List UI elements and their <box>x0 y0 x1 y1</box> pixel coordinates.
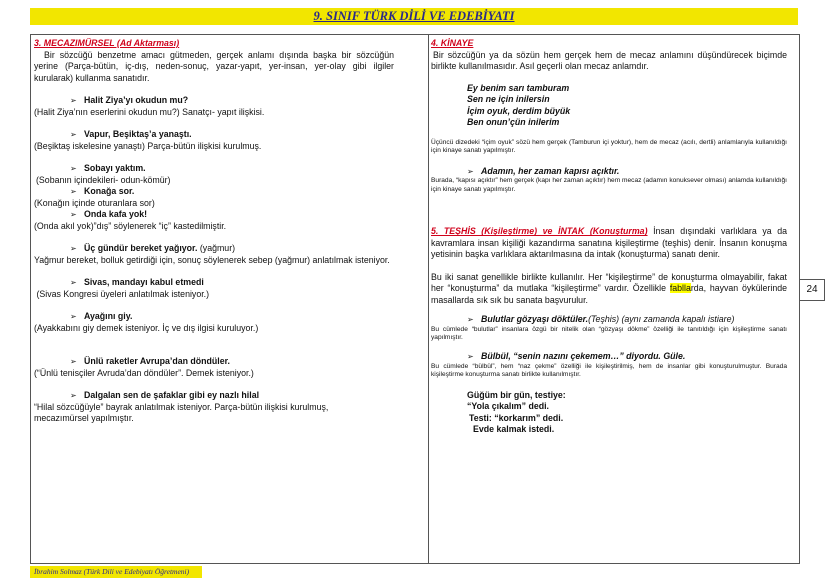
teshis-heading: 5. TEŞHİS (Kişileştirme) ve İNTAK (Konuşturma) <box>431 226 648 237</box>
example-item: ➢ Sobayı yaktım. <box>70 163 146 173</box>
example-description: (Sivas Kongresi üyeleri anlatılmak isteniyor.) <box>34 288 210 299</box>
example-item: ➢ Bülbül, “senin nazını çekemem…” diyordu. Güle. <box>467 351 686 362</box>
arrow-bullet-icon: ➢ <box>70 164 77 173</box>
mecazimursel-intro: Bir sözcüğü benzetme amacı gütmeden, gerçek anlamı dışında başka bir sözcüğün yerine (Parça-bütün, iç-dış, neden-sonuç, yazar-yapıt, yer-insan, yer-olay gibi ilgiler kurularak) kullanma sanatıdır. <box>34 49 394 83</box>
example-description: (“Ünlü tenisçiler Avruda’dan döndüler”. Demek isteniyor.) <box>34 367 254 378</box>
example-item: ➢ Onda kafa yok! <box>70 209 148 219</box>
page-number: 24 <box>799 279 825 301</box>
poem <box>431 83 787 129</box>
arrow-bullet-icon: ➢ <box>70 96 77 105</box>
example-note: Burada, “kapısı açıktır” hem gerçek (kapı her zaman açıktır) hem mecaz (adamın konuksever olması) anlamda kullanıldığı için kinaye sanatı yapılmıştır. <box>431 177 787 193</box>
arrow-bullet-icon: ➢ <box>70 130 77 139</box>
example-item: ➢ Adamın, her zaman kapısı açıktır. <box>467 165 620 176</box>
page-title: 9. SINIF TÜRK DİLİ VE EDEBİYATI <box>313 9 515 23</box>
kinaye-intro: Bir sözcüğün ya da sözün hem gerçek hem de mecaz anlamını düşündürecek biçimde birlikte kullanılmasıdır. Asıl geçerli olan mecaz anlamdır. <box>431 49 787 71</box>
example-description: Yağmur bereket, bolluk getirdiği için, sonuç söylenerek sebep (yağmur) anlatılmak isteniyor. <box>34 254 390 265</box>
example-description: (Sobanın içindekileri- odun-kömür) <box>36 174 171 185</box>
arrow-bullet-icon: ➢ <box>70 244 77 253</box>
right-column <box>431 38 787 436</box>
example-item: ➢ Vapur, Beşiktaş’a yanaştı. <box>70 129 192 139</box>
example-description: (Halit Ziya’nın eserlerini okudun mu?) Sanatçı- yapıt ilişkisi. <box>34 106 265 117</box>
example-description: (Beşiktaş iskelesine yanaştı) Parça-bütün ilişkisi kurulmuş. <box>34 140 262 151</box>
column-divider <box>428 34 429 564</box>
teshis-intro: 5. TEŞHİS (Kişileştirme) ve İNTAK (Konuşturma) İnsan dışındaki varlıklara ya da kavramlara insan kişiliği kazandırma sanatına kişileştirme (teşhis) denir. İnsanın konuşma yetisinin başka varlıklara aktarılmasına da intak (konuşturma) sanatı denir. <box>431 226 787 260</box>
example-item: ➢ Konağa sor. <box>70 186 135 196</box>
poem-line: Sen ne için inilersin <box>467 94 550 104</box>
footer-author: İbrahim Solmaz (Türk Dili ve Edebiyatı Öğretmeni) <box>34 567 190 576</box>
arrow-bullet-icon: ➢ <box>467 166 474 176</box>
mecazimursel-heading: 3. MECAZIMÜRSEL (Ad Aktarması) <box>34 38 180 48</box>
example-item: ➢ Halit Ziya’yı okudun mu? <box>70 95 189 105</box>
dialogue-line: Testi: “korkarım” dedi. <box>469 412 564 423</box>
poem-line: Ben onun’çün inilerim <box>467 117 560 127</box>
example-description: (Ayakkabını giy demek isteniyor. İç ve dış ilgisi kuruluyor.) <box>34 322 259 333</box>
arrow-bullet-icon: ➢ <box>70 391 77 400</box>
arrow-bullet-icon: ➢ <box>70 210 77 219</box>
poem-note: Üçüncü dizedeki “içim oyuk” sözü hem gerçek (Tamburun içi yoktur), hem de mecaz (acılı, dertli) anlamlarıyla kullanıldığı için kinaye sanatı yapılmıştır. <box>431 138 787 155</box>
dialogue-line: Evde kalmak istedi. <box>473 424 555 435</box>
example-note: Bu cümlede “bülbül”, hem “naz çekme” özelliği ile kişileştirilmiş, hem de insanlar gibi konuşturulmuştur. Burada kişileştirme konuşturma sanatı birlikte kullanılmıştır. <box>431 362 787 379</box>
arrow-bullet-icon: ➢ <box>70 278 77 287</box>
arrow-bullet-icon: ➢ <box>70 187 77 196</box>
poem-line: İçim oyuk, derdim büyük <box>467 105 571 116</box>
arrow-bullet-icon: ➢ <box>70 312 77 321</box>
example-item: ➢ Bulutlar gözyaşı döktüler.(Teşhis) (aynı zamanda kapalı istiare) <box>467 314 735 325</box>
poem-line: Ey benim sarı tamburam <box>467 82 570 93</box>
example-note: Bu cümlede “bulutlar” insanlara özgü bir nitelik olan “gözyaşı dökme” özelliği ile tanıtıldığı için kişileştirme sanatı yapılmıştır. <box>431 325 787 342</box>
teshis-paragraph: Bu iki sanat genellikle birlikte kullanılır. Her “kişileştirme” de konuşturma olmayabilir, fakat her “konuşturma” da mutlaka “kişileştirme” vardır. Özellikle fabllarda, hayvan öykülerinde masallarda sık sık bu sanata başvurulur. <box>431 271 787 305</box>
example-description: (Konağın içinde oturanlara sor) <box>34 197 155 208</box>
arrow-bullet-icon: ➢ <box>467 352 474 362</box>
arrow-bullet-icon: ➢ <box>467 315 474 325</box>
example-item: ➢ Sivas, mandayı kabul etmedi <box>70 277 204 287</box>
kinaye-heading: 4. KİNAYE <box>431 38 474 48</box>
left-column <box>34 38 394 425</box>
arrow-bullet-icon: ➢ <box>70 357 77 366</box>
example-item: ➢ Ünlü raketler Avrupa’dan döndüler. <box>70 356 230 366</box>
dialogue-line: “Yola çıkalım” dedi. <box>467 401 549 412</box>
dialogue-poem <box>431 390 787 436</box>
example-item: ➢ Ayağını giy. <box>70 311 133 321</box>
example-item: ➢ Dalgalan sen de şafaklar gibi ey nazlı hilal <box>70 390 260 400</box>
example-item: ➢ Üç gündür bereket yağıyor. (yağmur) <box>70 243 236 253</box>
dialogue-line: Güğüm bir gün, testiye: <box>467 389 566 400</box>
example-description: “Hilal sözcüğüyle” bayrak anlatılmak isteniyor. Parça-bütün ilişkisi kurulmuş, mecazımürsel yapılmıştır. <box>34 401 329 423</box>
example-description: (Onda akıl yok)”dış” söylenerek “iç” kastedilmiştir. <box>34 220 227 231</box>
